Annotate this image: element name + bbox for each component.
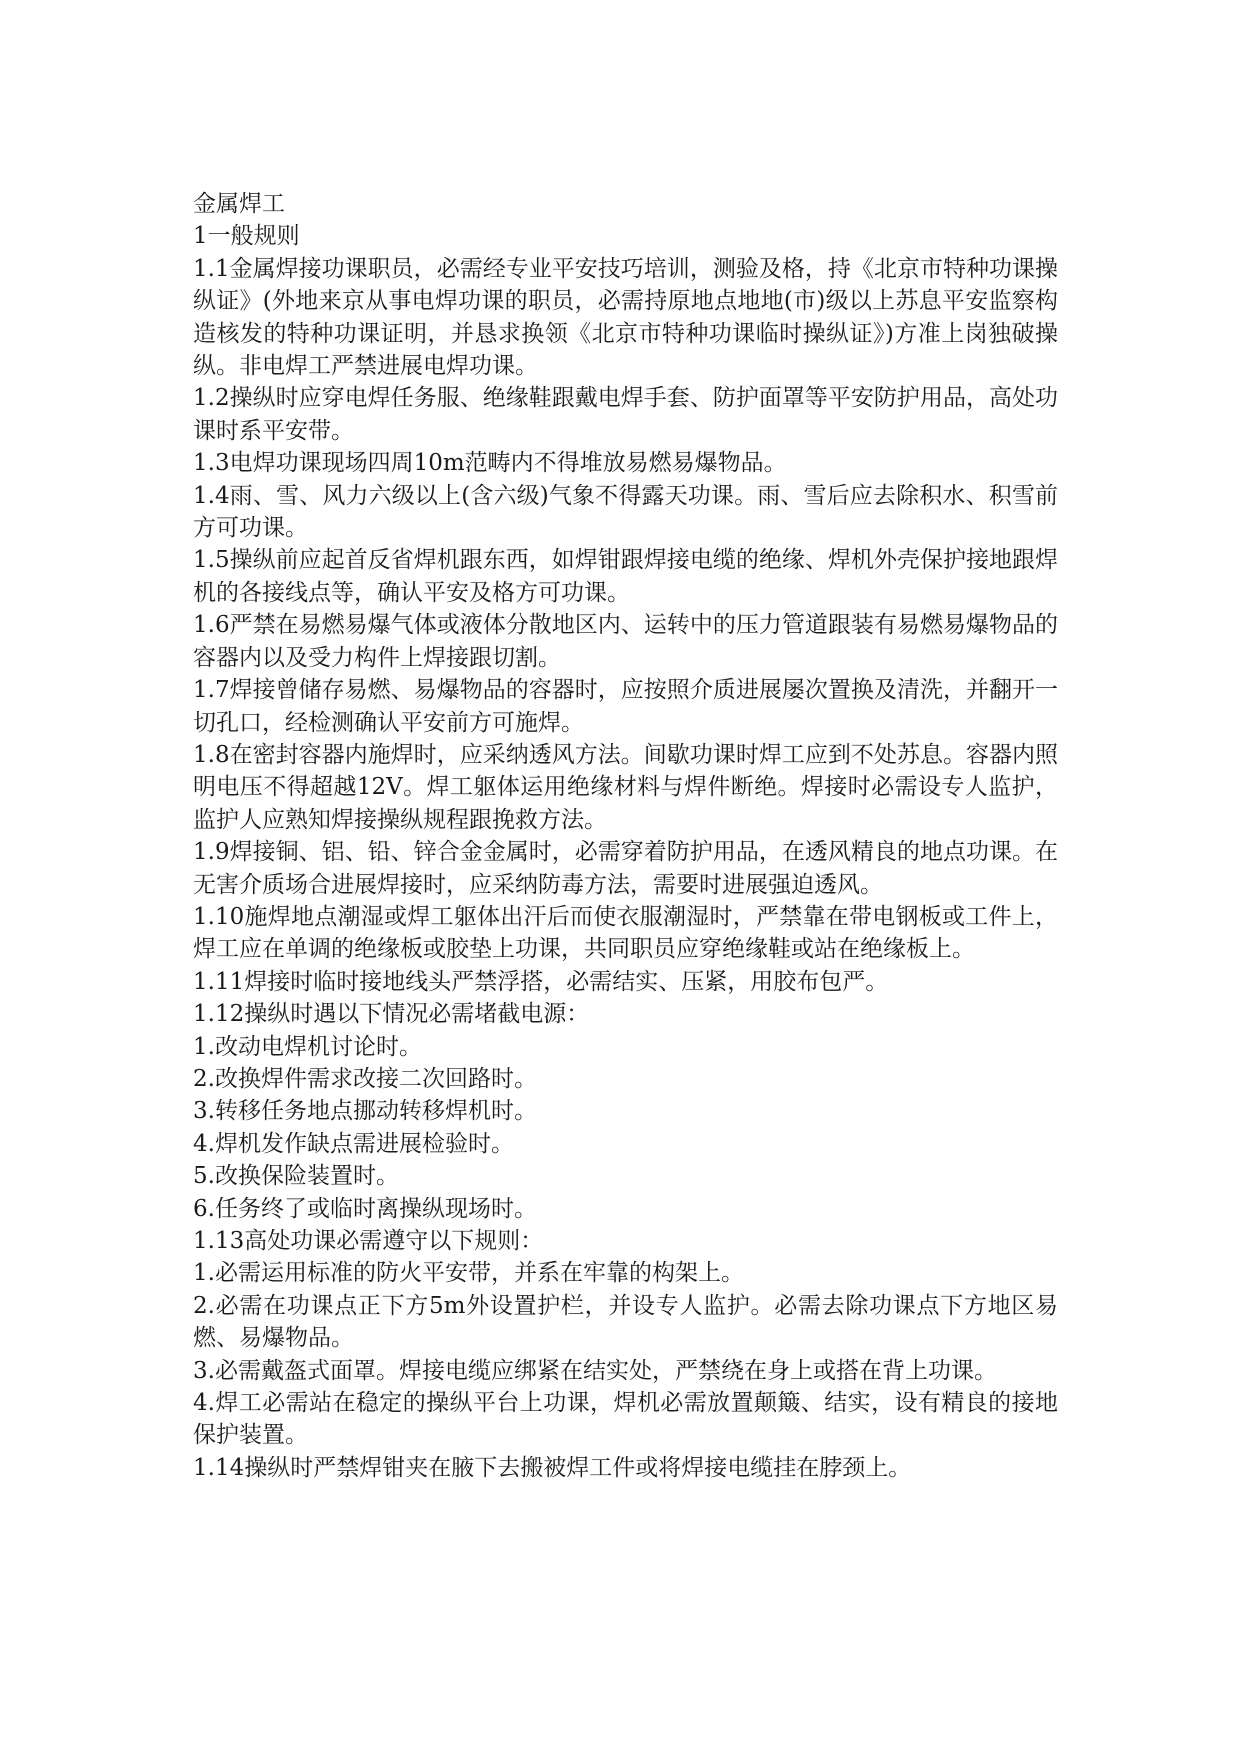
document-title: 金属焊工 xyxy=(193,191,285,217)
paragraph: 1.3电焊功课现场四周10m范畴内不得堆放易燃易爆物品。 xyxy=(193,450,787,477)
paragraph: 1.10施焊地点潮湿或焊工躯体出汗后而使衣服潮湿时，严禁靠在带电钢板或工件上，焊工应在单调的绝缘板或胶垫上功课，共同职员应穿绝缘鞋或站在绝缘板上。 xyxy=(193,903,1058,963)
list-item: 2.必需在功课点正下方5m外设置护栏，并设专人监护。必需去除功课点下方地区易燃、易爆物品。 xyxy=(193,1292,1058,1352)
list-item: 4.焊机发作缺点需进展检验时。 xyxy=(193,1130,514,1157)
document-body xyxy=(193,188,1058,1484)
list-item: 5.改换保险装置时。 xyxy=(193,1163,399,1190)
paragraph: 1.7焊接曾储存易燃、易爆物品的容器时，应按照介质进展屡次置换及清洗，并翻开一切孔口，经检测确认平安前方可施焊。 xyxy=(193,677,1058,736)
paragraph: 1.14操纵时严禁焊钳夹在腋下去搬被焊工件或将焊接电缆挂在脖颈上。 xyxy=(193,1454,912,1481)
paragraph: 1.2操纵时应穿电焊任务服、绝缘鞋跟戴电焊手套、防护面罩等平安防护用品，高处功课时系平安带。 xyxy=(193,385,1058,444)
paragraph: 1.13高处功课必需遵守以下规则： xyxy=(193,1228,544,1254)
paragraph: 1.8在密封容器内施焊时，应采纳透风方法。间歇功课时焊工应到不处苏息。容器内照明电压不得超越12V。焊工躯体运用绝缘材料与焊件断绝。焊接时必需设专人监护，监护人应熟知焊接操纵规程跟挽救方法。 xyxy=(193,741,1058,833)
paragraph: 1.1金属焊接功课职员，必需经专业平安技巧培训，测验及格，持《北京市特种功课操纵证》(外地来京从事电焊功课的职员，必需持原地点地地(市)级以上苏息平安监察构造核发的特种功课证明，并恳求换领《北京市特种功课临时操纵证》)方准上岗独破操纵。非电焊工严禁进展电焊功课。 xyxy=(193,255,1058,380)
list-item: 1.必需运用标准的防火平安带，并系在牢靠的构架上。 xyxy=(193,1260,744,1287)
paragraph: 1.5操纵前应起首反省焊机跟东西，如焊钳跟焊接电缆的绝缘、焊机外壳保护接地跟焊机的各接线点等，确认平安及格方可功课。 xyxy=(193,547,1058,606)
paragraph: 1.11焊接时临时接地线头严禁浮搭，必需结实、压紧，用胶布包严。 xyxy=(193,968,889,995)
paragraph: 1.9焊接铜、铝、铅、锌合金金属时，必需穿着防护用品，在透风精良的地点功课。在无害介质场合进展焊接时，应采纳防毒方法，需要时进展强迫透风。 xyxy=(193,839,1058,898)
list-item: 1.改动电焊机讨论时。 xyxy=(193,1033,422,1060)
paragraph: 1.12操纵时遇以下情况必需堵截电源： xyxy=(193,1001,590,1028)
list-item: 4.焊工必需站在稳定的操纵平台上功课，焊机必需放置颠簸、结实，设有精良的接地保护装置。 xyxy=(193,1390,1058,1449)
list-item: 6.任务终了或临时离操纵现场时。 xyxy=(193,1195,537,1222)
list-item: 3.转移任务地点挪动转移焊机时。 xyxy=(193,1098,537,1125)
paragraph: 1.6严禁在易燃易爆气体或液体分散地区内、运转中的压力管道跟装有易燃易爆物品的容器内以及受力构件上焊接跟切割。 xyxy=(193,612,1058,671)
paragraph: 1.4雨、雪、风力六级以上(含六级)气象不得露天功课。雨、雪后应去除积水、积雪前方可功课。 xyxy=(193,482,1058,542)
list-item: 3.必需戴盔式面罩。焊接电缆应绑紧在结实处，严禁绕在身上或搭在背上功课。 xyxy=(193,1357,997,1384)
section-heading: 1一般规则 xyxy=(193,223,300,250)
list-item: 2.改换焊件需求改接二次回路时。 xyxy=(193,1065,537,1092)
